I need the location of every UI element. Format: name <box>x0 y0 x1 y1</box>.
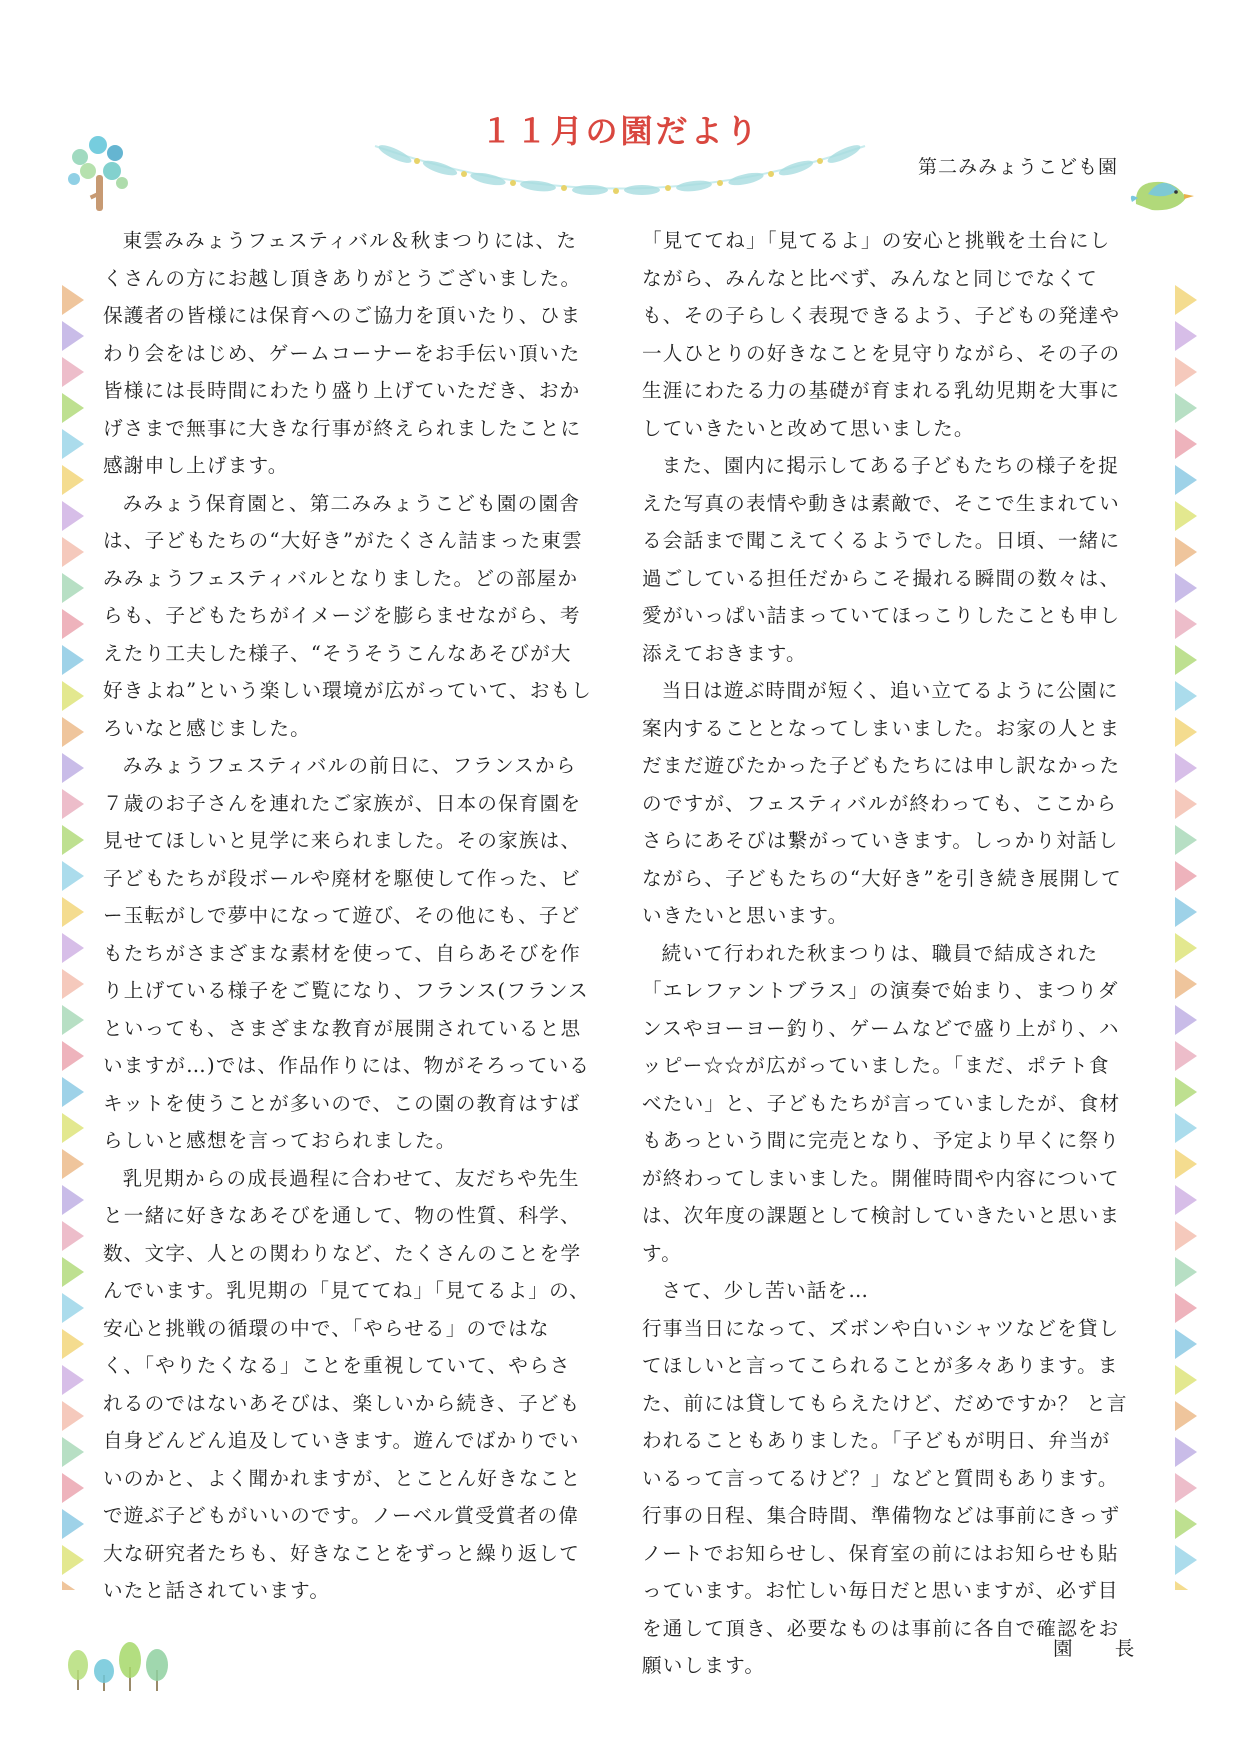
triangle-decoration <box>1175 933 1197 963</box>
triangle-decoration <box>62 1545 84 1575</box>
triangle-decoration <box>1175 681 1197 711</box>
triangle-decoration <box>1175 1401 1197 1431</box>
triangle-decoration <box>1175 357 1197 387</box>
triangle-decoration <box>62 393 84 423</box>
paragraph: 東雲みみょうフェスティバル＆秋まつりには、た くさんの方にお越し頂きありがとうございました。 保護者の皆様には保育へのご協力を頂いたり、ひま わり会をはじめ、ゲームコーナーをお手伝い頂いた 皆様には長時間にわたり盛り上げていただき、おか げさまで無事に大きな行事が終えられましたことに 感謝申し上げます。 <box>103 229 582 477</box>
triangle-decoration <box>1175 537 1197 567</box>
triangle-decoration <box>62 429 84 459</box>
triangle-decoration <box>1175 1077 1197 1107</box>
paragraph: さて、少し苦い話を… <box>661 1279 870 1302</box>
triangle-decoration <box>62 1581 84 1590</box>
triangle-decoration <box>1175 1005 1197 1035</box>
triangle-decoration <box>62 825 84 855</box>
triangle-decoration <box>1175 969 1197 999</box>
triangle-decoration <box>1175 1545 1197 1575</box>
trees-icon <box>60 1625 180 1695</box>
bird-icon <box>1128 168 1198 218</box>
triangle-decoration <box>1175 1185 1197 1215</box>
triangle-decoration <box>1175 1293 1197 1323</box>
triangle-decoration <box>62 753 84 783</box>
triangle-decoration <box>62 897 84 927</box>
triangle-decoration <box>62 1509 84 1539</box>
triangle-decoration <box>1175 1509 1197 1539</box>
triangle-decoration <box>62 573 84 603</box>
triangle-decoration <box>62 321 84 351</box>
triangle-decoration <box>62 537 84 567</box>
triangle-decoration <box>62 1293 84 1323</box>
triangle-decoration <box>62 1401 84 1431</box>
triangle-decoration <box>62 1221 84 1251</box>
triangle-decoration <box>62 1185 84 1215</box>
triangle-decoration <box>1175 1113 1197 1143</box>
triangle-decoration <box>1175 285 1197 315</box>
triangle-decoration <box>1175 429 1197 459</box>
triangle-decoration <box>62 1077 84 1107</box>
triangle-decoration <box>1175 393 1197 423</box>
triangle-decoration <box>62 501 84 531</box>
triangle-decoration <box>1175 717 1197 747</box>
triangle-decoration <box>62 1041 84 1071</box>
triangle-decoration <box>1175 1257 1197 1287</box>
triangle-border-right <box>1175 285 1199 1590</box>
triangle-decoration <box>62 1473 84 1503</box>
left-column <box>103 222 623 1610</box>
triangle-decoration <box>62 645 84 675</box>
triangle-decoration <box>1175 861 1197 891</box>
triangle-decoration <box>1175 1365 1197 1395</box>
triangle-decoration <box>62 1437 84 1467</box>
triangle-decoration <box>1175 789 1197 819</box>
triangle-decoration <box>1175 1149 1197 1179</box>
triangle-decoration <box>62 465 84 495</box>
triangle-decoration <box>1175 1437 1197 1467</box>
triangle-decoration <box>62 717 84 747</box>
triangle-border-left <box>62 285 86 1590</box>
triangle-decoration <box>62 1365 84 1395</box>
triangle-decoration <box>62 681 84 711</box>
paragraph: 行事当日になって、ズボンや白いシャツなどを貸し てほしいと言ってこられることが多々あります。ま た、前には貸してもらえたけど、だめですか？ と言 われることもありました。「子どもが明日、弁当が いるって言ってるけど？」などと質問もあります。 行事の日程、集合時間、準備物などは事前にきっず ノートでお知らせし、保育室の前にはお知らせも貼 っています。お忙しい毎日だと思いますが、必ず目 を通して頂き、必要なものは事前に各自で確認をお 願いします。 <box>642 1316 1128 1677</box>
triangle-decoration <box>1175 1581 1197 1590</box>
paragraph: 当日は遊ぶ時間が短く、追い立てるように公園に 案内することとなってしまいました。お家の人とま だまだ遊びたかった子どもたちには申し訳なかった のですが、フェスティバルが終わっても、ここから さらにあそびは繋がっていきます。しっかり対話し ながら、子どもたちの“大好き”を引き続き展開して いきたいと思います。 <box>642 679 1122 927</box>
triangle-decoration <box>1175 753 1197 783</box>
paragraph: みみょう保育園と、第二みみょうこども園の園舎 は、子どもたちの“大好き”がたくさん詰まった東雲 みみょうフェスティバルとなりました。どの部屋か らも、子どもたちがイメージを膨らませながら、考 えたり工夫した様子、“そうそうこんなあそびが大 好きよね”という楽しい環境が広がっていて、おもし ろいなと感じました。 <box>103 491 593 740</box>
triangle-decoration <box>1175 1221 1197 1251</box>
paragraph: 続いて行われた秋まつりは、職員で結成された 「エレファントブラス」の演奏で始まり、まつりダ ンスやヨーヨー釣り、ゲームなどで盛り上がり、ハ ッピー☆☆が広がっていました。「まだ、ポテト食 べたい」と、子どもたちが言っていましたが、食材 もあっという間に完売となり、予定より早くに祭り が終わってしまいました。開催時間や内容について は、次年度の課題として検討していきたいと思いま す。 <box>642 941 1121 1265</box>
triangle-decoration <box>62 969 84 999</box>
triangle-decoration <box>62 1113 84 1143</box>
triangle-decoration <box>62 285 84 315</box>
triangle-decoration <box>62 789 84 819</box>
triangle-decoration <box>62 609 84 639</box>
triangle-decoration <box>1175 609 1197 639</box>
triangle-decoration <box>62 357 84 387</box>
triangle-decoration <box>1175 1473 1197 1503</box>
triangle-decoration <box>1175 1041 1197 1071</box>
triangle-decoration <box>1175 501 1197 531</box>
triangle-decoration <box>62 861 84 891</box>
triangle-decoration <box>1175 321 1197 351</box>
triangle-decoration <box>62 1329 84 1359</box>
triangle-decoration <box>62 1005 84 1035</box>
page-title: １１月の園だより <box>480 112 761 150</box>
triangle-decoration <box>1175 1329 1197 1359</box>
school-name: 第二みみょうこども園 <box>917 156 1118 178</box>
triangle-decoration <box>1175 825 1197 855</box>
right-column <box>642 222 1162 1685</box>
paragraph: みみょうフェスティバルの前日に、フランスから ７歳のお子さんを連れたご家族が、日本の保育園を 見せてほしいと見学に来られました。その家族は、 子どもたちが段ボールや廃材を駆使して作った、ビ ー玉転がしで夢中になって遊び、その他にも、子ど もたちがさまざまな素材を使って、自らあそびを作 り上げている様子をご覧になり、フランス(フランス といっても、さまざまな教育が展開されていると思 いますが…)では、作品作りには、物がそろっている キットを使うことが多いので、この園の教育はすば らしいと感想を言っておられました。 <box>103 754 591 1152</box>
paragraph: 「見ててね」「見てるよ」の安心と挑戦を土台にし ながら、みんなと比べず、みんなと同じでなくて も、その子らしく表現できるよう、子どもの発達や 一人ひとりの好きなことを見守りながら、その子の 生涯にわたる力の基礎が育まれる乳幼児期を大事に していきたいと改めて思いました。 <box>642 229 1121 440</box>
triangle-decoration <box>1175 465 1197 495</box>
triangle-decoration <box>62 1257 84 1287</box>
triangle-decoration <box>1175 573 1197 603</box>
triangle-decoration <box>1175 645 1197 675</box>
triangle-decoration <box>62 1149 84 1179</box>
paragraph: 乳児期からの成長過程に合わせて、友だちや先生 と一緒に好きなあそびを通して、物の性質、科学、 数、文字、人との関わりなど、たくさんのことを学 んでいます。乳児期の「見ててね」「見てるよ」の、 安心と挑戦の循環の中で、「やらせる」のではな く、「やりたくなる」ことを重視していて、やらさ れるのではないあそびは、楽しいから続き、子ども 自身どんどん追及していきます。遊んでばかりでい いのかと、よく聞かれますが、とことん好きなこと で遊ぶ子どもがいいのです。ノーベル賞受賞者の偉 大な研究者たちも、好きなことをずっと繰り返して いたと話されています。 <box>103 1166 590 1602</box>
triangle-decoration <box>1175 897 1197 927</box>
signature: 園 長 <box>1053 1637 1136 1660</box>
paragraph: また、園内に掲示してある子どもたちの様子を捉 えた写真の表情や動きは素敵で、そこで生まれてい る会話まで聞こえてくるようでした。日頃、一緒に 過ごしている担任だからこそ撮れる瞬間の数々は、 愛がいっぱい詰まっていてほっこりしたことも申し 添えておきます。 <box>642 454 1121 665</box>
triangle-decoration <box>62 933 84 963</box>
